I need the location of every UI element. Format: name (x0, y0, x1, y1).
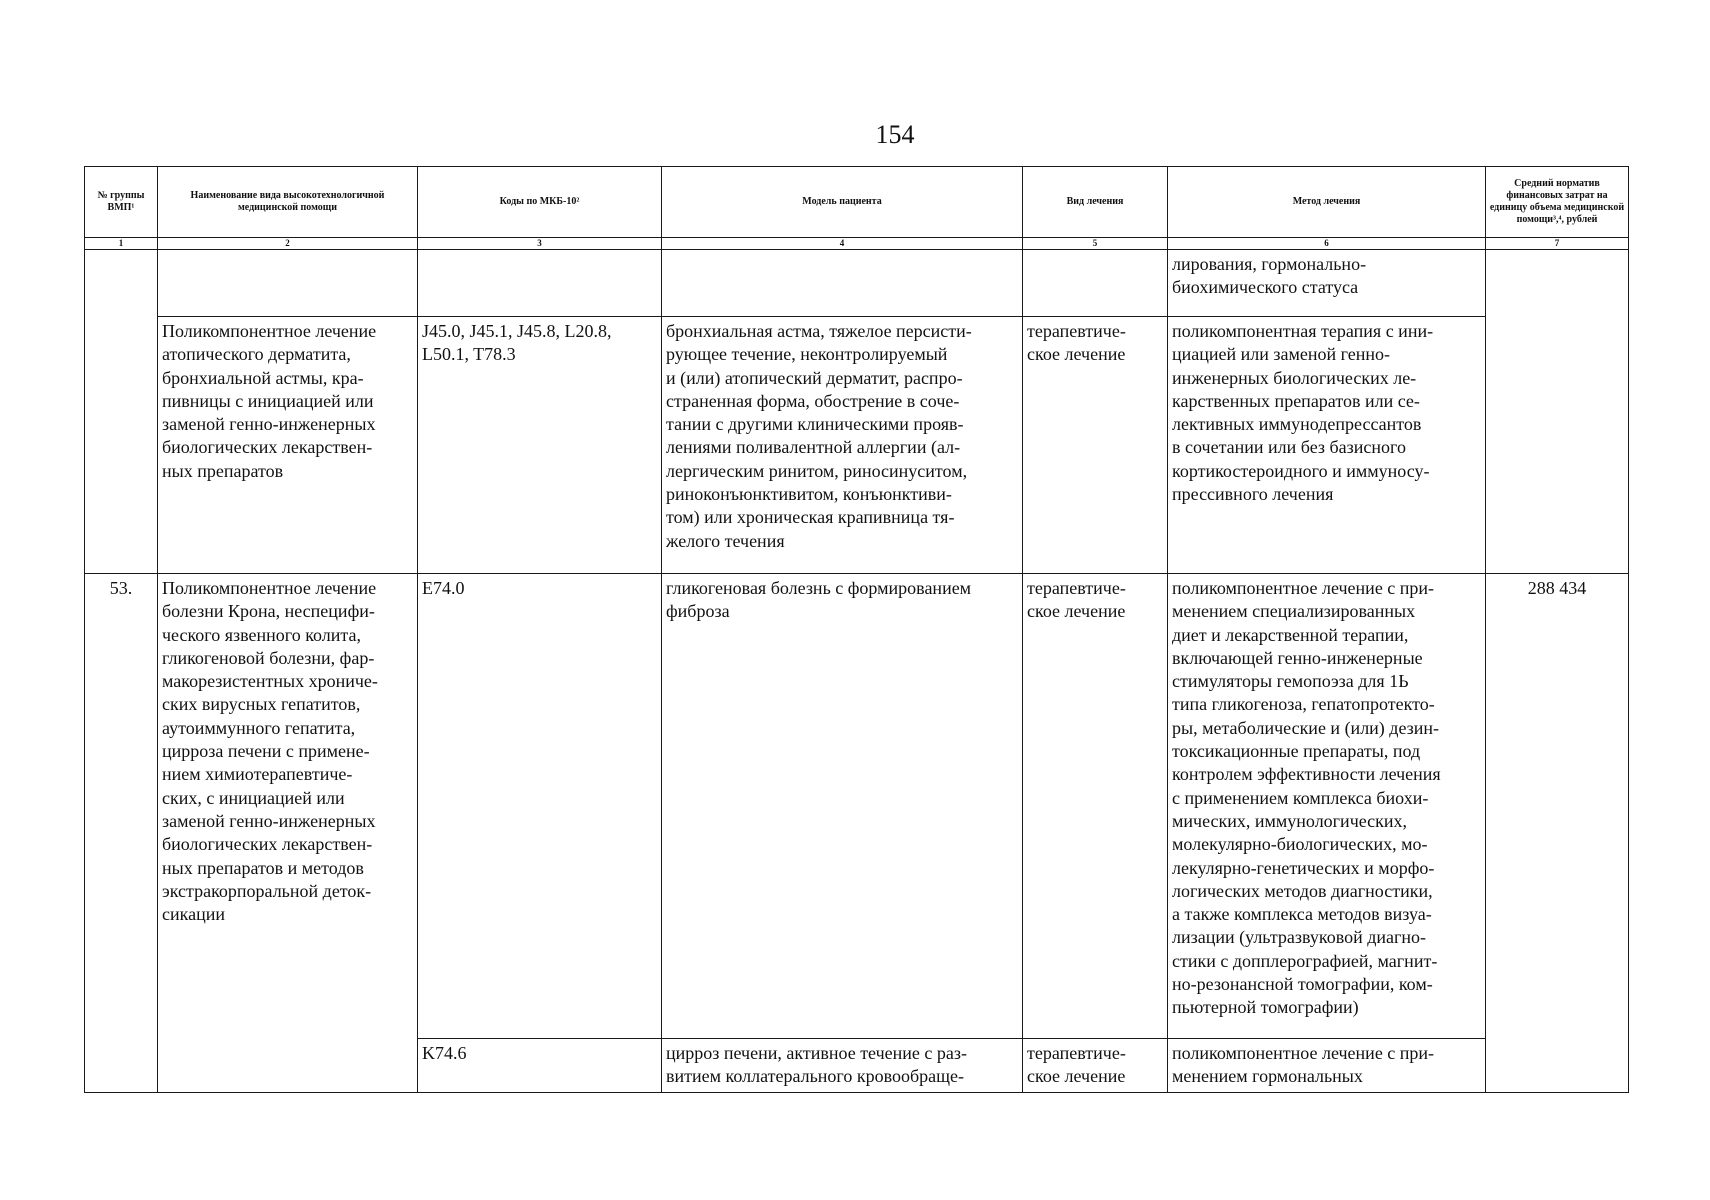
treatment-type-cell (1023, 250, 1168, 317)
treatment-type-cell: терапевтиче- ское лечение (1023, 574, 1168, 1039)
header-cost-norm: Средний норматив финансовых затрат на единицу объема медицинской помощи³,⁴, рублей (1486, 167, 1629, 238)
patient-model-cell: гликогеновая болезнь с формированием фиброза (662, 574, 1023, 1039)
column-number: 7 (1486, 238, 1629, 250)
care-type-cell (158, 250, 418, 317)
icd-codes-cell: E74.0 (418, 574, 662, 1039)
column-number: 4 (662, 238, 1023, 250)
treatment-method-cell: поликомпонентное лечение с при- менением гормональных (1168, 1039, 1486, 1093)
group-number-cell: 53. (85, 574, 158, 1093)
header-row (85, 167, 1629, 238)
cost-cell: 288 434 (1486, 574, 1629, 1093)
header-icd-codes: Коды по МКБ-10² (418, 167, 662, 238)
group-number-cell (85, 317, 158, 574)
header-treatment-type: Вид лечения (1023, 167, 1168, 238)
column-number: 6 (1168, 238, 1486, 250)
cost-cell (1486, 250, 1629, 574)
column-number: 3 (418, 238, 662, 250)
patient-model-cell: цирроз печени, активное течение с раз- витием коллатерального кровообраще- (662, 1039, 1023, 1093)
header-group-number: № группы ВМП¹ (85, 167, 158, 238)
column-number: 5 (1023, 238, 1168, 250)
table-row (85, 317, 1629, 574)
vmp-table (84, 166, 1629, 1093)
page-number: 154 (875, 120, 915, 149)
icd-codes-cell: K74.6 (418, 1039, 662, 1093)
treatment-type-cell: терапевтиче- ское лечение (1023, 317, 1168, 574)
treatment-method-cell: лирования, гормонально- биохимического статуса (1168, 250, 1486, 317)
column-number-row (85, 238, 1629, 250)
patient-model-cell: бронхиальная астма, тяжелое персисти- рующее течение, неконтролируемый и (или) атопический дерматит, распро- страненная форма, обострение в соче- тании с другими клиническими прояв- лениями поливалентной аллергии (ал- лергическим ринитом, риносинуситом, риноконъюнктивитом, конъюнктиви- том) или хроническая крапивница тя- желого течения (662, 317, 1023, 574)
group-number-cell (85, 250, 158, 317)
column-number: 2 (158, 238, 418, 250)
care-type-cell: Поликомпонентное лечение атопического дерматита, бронхиальной астмы, кра- пивницы с инициацией или заменой генно-инженерных биологических лекарствен- ных препаратов (158, 317, 418, 574)
table-row (85, 250, 1629, 317)
column-number: 1 (85, 238, 158, 250)
patient-model-cell (662, 250, 1023, 317)
treatment-method-cell: поликомпонентное лечение с при- менением специализированных диет и лекарственной терапии, включающей генно-инженерные стимуляторы гемопоэза для 1Ь типа гликогеноза, гепатопротекто- ры, метаболические и (или) дезин- токсикационные препараты, под контролем эффективности лечения с применением комплекса биохи- мических, иммунологических, молекулярно-биологических, мо- лекулярно-генетических и морфо- логических методов диагностики, а также комплекса методов визуа- лизации (ультразвуковой диагно- стики с допплерографией, магнит- но-резонансной томографии, ком- пьютерной томографии) (1168, 574, 1486, 1039)
care-type-cell: Поликомпонентное лечение болезни Крона, неспецифи- ческого язвенного колита, гликогеновой болезни, фар- макорезистентных хрониче- ских вирусных гепатитов, аутоиммунного гепатита, цирроза печени с примене- нием химиотерапевтиче- ских, с инициацией или заменой генно-инженерных биологических лекарствен- ных препаратов и методов экстракорпоральной деток- сикации (158, 574, 418, 1093)
icd-codes-cell: J45.0, J45.1, J45.8, L20.8, L50.1, T78.3 (418, 317, 662, 574)
header-patient-model: Модель пациента (662, 167, 1023, 238)
table-row (85, 574, 1629, 1039)
icd-codes-cell (418, 250, 662, 317)
treatment-type-cell: терапевтиче- ское лечение (1023, 1039, 1168, 1093)
treatment-method-cell: поликомпонентная терапия с ини- циацией или заменой генно- инженерных биологических ле- карственных препаратов или се- лективных иммунодепрессантов в сочетании или без базисного кортикостероидного и иммуносу- прессивного лечения (1168, 317, 1486, 574)
header-care-type: Наименование вида высокотехнологичной медицинской помощи (158, 167, 418, 238)
header-treatment-method: Метод лечения (1168, 167, 1486, 238)
